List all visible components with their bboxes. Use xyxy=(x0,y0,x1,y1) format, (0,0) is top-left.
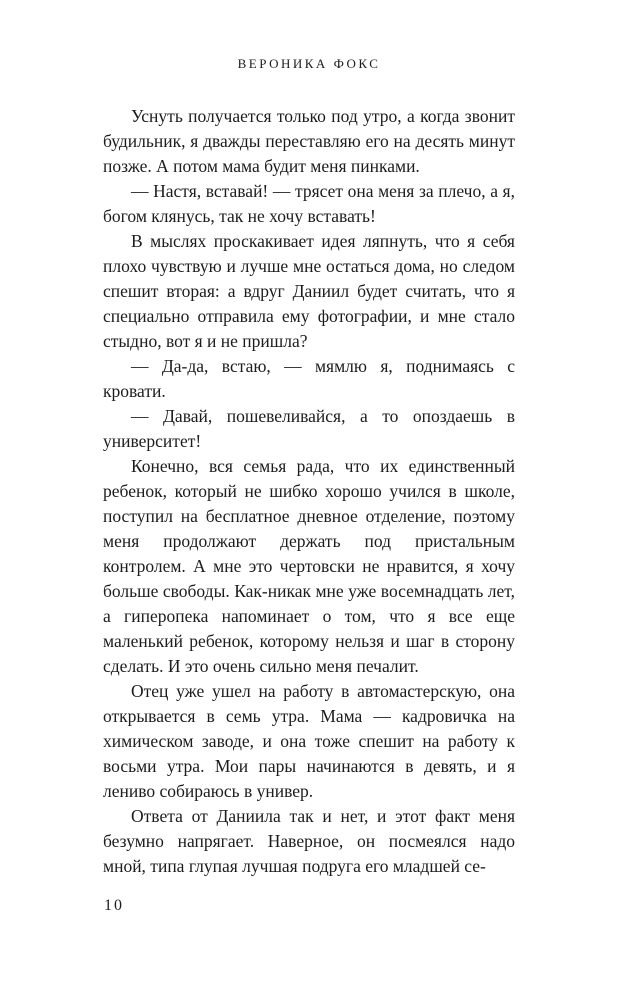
paragraph: В мыслях проскакивает идея ляпнуть, что я себя плохо чувствую и лучше мне остаться дома, но следом спешит вторая: а вдруг Даниил будет считать, что я специально отправила ему фотографии, и мне стало стыдно, вот я и не пришла? xyxy=(103,231,515,351)
body-text xyxy=(103,104,515,879)
paragraph: Ответа от Даниила так и нет, и этот факт меня безумно напрягает. Наверное, он посмеялся надо мной, типа глупая лучшая подруга его младшей се- xyxy=(103,806,515,876)
paragraph: Уснуть получается только под утро, а когда звонит будильник, я дважды переставляю его на десять минут позже. А потом мама будит меня пинками. xyxy=(103,106,515,176)
paragraph: — Да-да, встаю, — мямлю я, поднимаясь с кровати. xyxy=(103,356,515,401)
paragraph: — Настя, вставай! — трясет она меня за плечо, а я, богом клянусь, так не хочу вставать! xyxy=(103,181,515,226)
paragraph: — Давай, пошевеливайся, а то опоздаешь в университет! xyxy=(103,406,515,451)
paragraph: Отец уже ушел на работу в автомастерскую, она открывается в семь утра. Мама — кадровичка на химическом заводе, и она тоже спешит на работу к восьми утра. Мои пары начинаются в девять, и я лениво собираюсь в универ. xyxy=(103,681,515,801)
page-number: 10 xyxy=(104,897,124,914)
paragraph: Конечно, вся семья рада, что их единственный ребенок, который не шибко хорошо учился в школе, поступил на бесплатное дневное отделение, поэтому меня продолжают держать под пристальным контролем. А мне это чертовски не нравится, я хочу больше свободы. Как-никак мне уже восемнадцать лет, а гиперопека напоминает о том, что я все еще маленький ребенок, которому нельзя и шаг в сторону сделать. И это очень сильно меня печалит. xyxy=(103,456,515,676)
running-head: ВЕРОНИКА ФОКС xyxy=(237,56,381,71)
